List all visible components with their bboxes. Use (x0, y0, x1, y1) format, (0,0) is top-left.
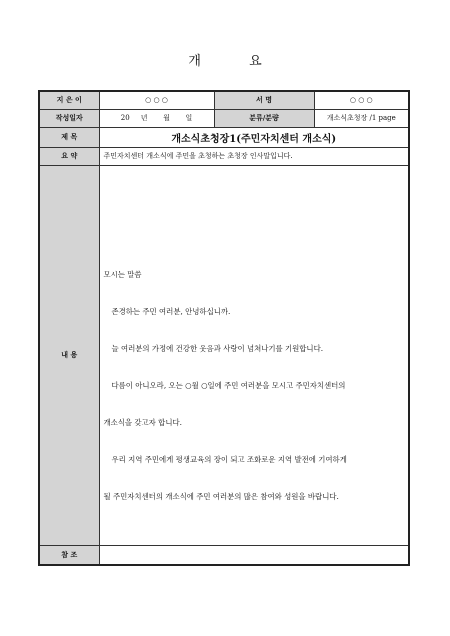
summary-row (39, 147, 409, 165)
date-row (39, 109, 409, 127)
content-paragraph: 늘 여러분의 가정에 건강한 웃음과 사랑이 넘쳐나기를 기원합니다. (111, 343, 324, 353)
author-value[interactable]: ○ ○ ○ (99, 91, 214, 109)
signature-value[interactable]: ○ ○ ○ (314, 91, 409, 109)
page-title: 개 요 (188, 54, 284, 69)
subject-label: 제 목 (39, 127, 99, 147)
author-row (39, 91, 409, 109)
subject-value[interactable]: 개소식초청장1(주민자치센터 개소식) (99, 127, 409, 147)
reference-label: 참 조 (39, 545, 99, 565)
date-label: 작성일자 (39, 109, 99, 127)
content-paragraph: 될 주민자치센터의 개소식에 주민 여러분의 많은 참여와 성원을 바랍니다. (103, 491, 339, 501)
content-paragraph: 우리 지역 주민에게 평생교육의 장이 되고 조화로운 지역 발전에 기여하게 (111, 454, 347, 464)
content-row (39, 165, 409, 545)
author-label: 지 은 이 (39, 91, 99, 109)
content-paragraph: 모시는 말씀 (103, 269, 142, 279)
subject-row (39, 127, 409, 147)
date-day-unit: 일 (185, 114, 193, 122)
content-paragraph: 존경하는 주민 여러분, 안녕하십니까. (111, 306, 231, 316)
reference-value[interactable] (99, 545, 409, 565)
summary-label: 요 약 (39, 147, 99, 165)
category-value[interactable]: 개소식초청장 /1 page (314, 109, 409, 127)
date-year-unit: 년 (140, 114, 148, 122)
content-label: 내 용 (39, 165, 99, 545)
content-paragraph: 개소식을 갖고자 합니다. (103, 417, 182, 427)
summary-value[interactable]: 주민자치센터 개소식에 주민을 초청하는 초청장 인사말입니다. (99, 147, 409, 165)
overview-form (38, 90, 410, 566)
date-value[interactable] (99, 109, 214, 127)
date-month-unit: 월 (163, 114, 170, 122)
content-value[interactable] (99, 165, 409, 545)
date-year: 20 (120, 114, 130, 122)
category-label: 분류/분량 (214, 109, 314, 127)
signature-label: 서 명 (214, 91, 314, 109)
reference-row (39, 545, 409, 565)
content-paragraph: 다름이 아니오라, 오는 ○월 ○일에 주민 여러분을 모시고 주민자치센터의 (111, 380, 346, 390)
